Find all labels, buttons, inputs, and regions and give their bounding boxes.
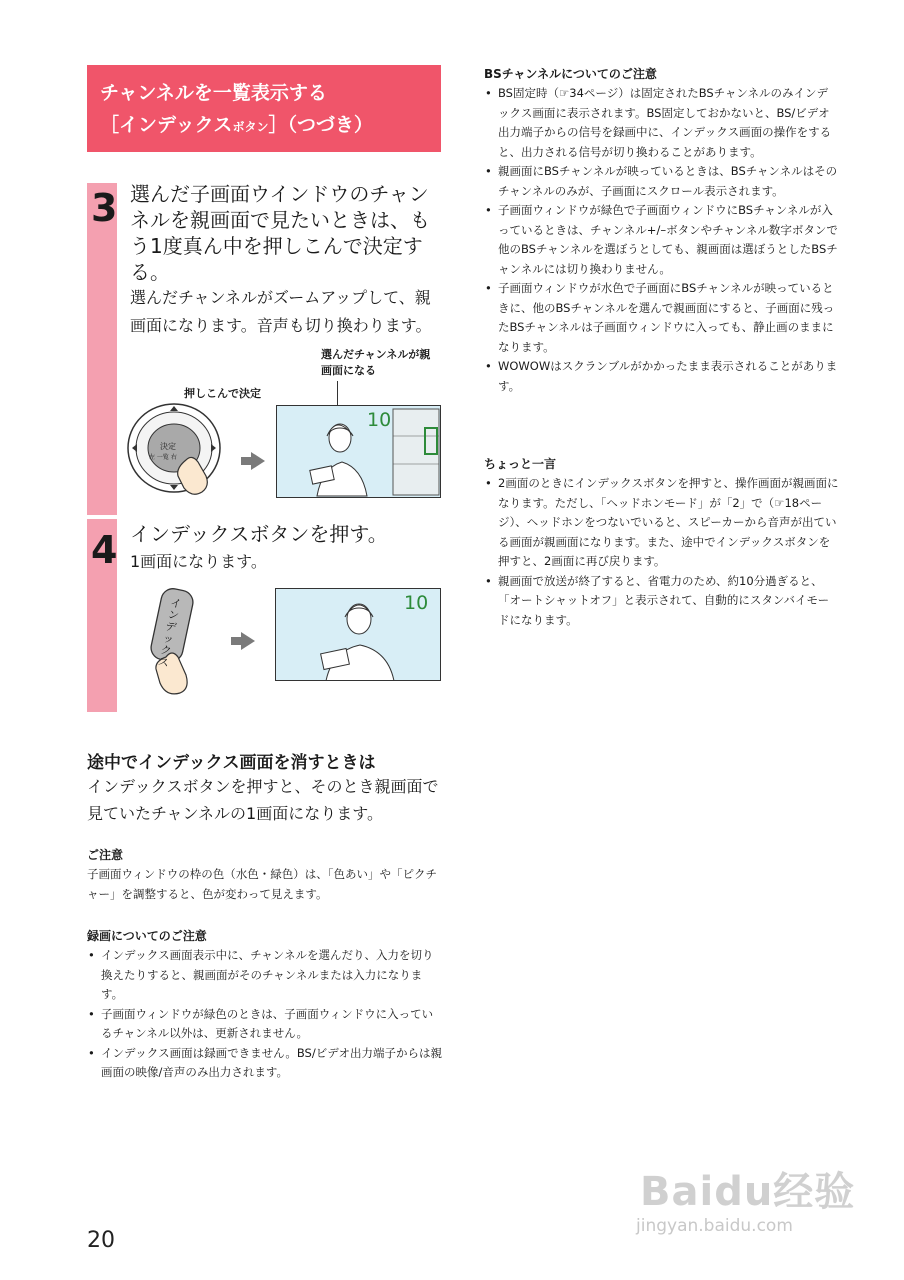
banner-title-line1: チャンネルを一覧表示する	[100, 82, 327, 104]
index-screen-illustration	[276, 405, 441, 498]
caution-heading: ご注意	[87, 848, 124, 862]
joystick-dial-illustration	[124, 398, 234, 498]
list-item: • 親画面で放送が終了すると、省電力のため、約10分過ぎると、「オートシャットオフ」と表示されて、自動的にスタンバイモードになります。	[484, 572, 839, 631]
arrow-right-icon	[241, 452, 265, 470]
recording-note-list	[87, 946, 442, 1083]
screen-channel-number: 10	[404, 592, 429, 614]
list-item: • インデックス画面は録画できません。BS/ビデオ出力端子からは親画面の映像/音声のみ出力されます。	[87, 1044, 442, 1083]
step3-number: 3	[91, 186, 118, 230]
callout-selected-channel: 選んだチャンネルが親画面になる	[321, 348, 431, 377]
bs-note-heading: BSチャンネルについてのご注意	[484, 67, 657, 81]
banner-title-line2: ［インデックスボタン］（つづき）	[100, 114, 373, 136]
step3-description: 選んだチャンネルがズームアップして、親画面になります。音声も切り換わります。	[130, 288, 432, 335]
callout-press-decide: 押しこんで決定	[184, 387, 261, 400]
list-item: • BS固定時（☞34ページ）は固定されたBSチャンネルのみインデックス画面に表示されます。BS固定しておかないと、BS/ビデオ出力端子からの信号を録画中に、インデックス画面の操作をすると、出力される信号が切り換わることがあります。	[484, 84, 839, 162]
baidu-watermark-url: jingyan.baidu.com	[636, 1216, 793, 1236]
step4-description: 1画面になります。	[130, 552, 267, 571]
screen-channel-number: 10	[367, 409, 392, 431]
page-number: 20	[87, 1228, 115, 1253]
list-item: • 2画面のときにインデックスボタンを押すと、操作画面が親画面になります。ただし、「ヘッドホンモード」が「2」で（☞18ページ）、ヘッドホンをつないでいると、スピーカーから音声が出ている画面が親画面になります。また、途中でインデックスボタンを押すと、2画面に再び戻ります。	[484, 474, 839, 572]
list-item: • 親画面にBSチャンネルが映っているときは、BSチャンネルはそのチャンネルのみが、子画面にスクロール表示されます。	[484, 162, 839, 201]
recording-note-heading: 録画についてのご注意	[87, 929, 207, 943]
step3-title: 選んだ子画面ウインドウのチャンネルを親画面で見たいときは、もう1度真ん中を押しこんで決定する。	[130, 182, 430, 284]
list-item: • 子画面ウィンドウが緑色で子画面ウィンドウにBSチャンネルが入っているときは、チャンネル+/–ボタンやチャンネル数字ボタンで他のBSチャンネルを選ぼうとしても、親画面は選ぼうとしたBSチャンネルには切り換わりません。	[484, 201, 839, 279]
list-item: • 子画面ウィンドウが緑色のときは、子画面ウィンドウに入っているチャンネル以外は、更新されません。	[87, 1005, 442, 1044]
dial-sub-label: 左 一覧 右	[149, 454, 177, 461]
baidu-watermark-logo: Baidu经验	[640, 1169, 856, 1215]
step3-bar	[87, 183, 117, 515]
section-banner	[87, 65, 441, 152]
bs-note-list	[484, 84, 839, 396]
list-item: • インデックス画面表示中に、チャンネルを選んだり、入力を切り換えたりすると、親画面がそのチャンネルまたは入力になります。	[87, 946, 442, 1005]
caution-body: 子画面ウィンドウの枠の色（水色・緑色）は、「色あい」や「ピクチャー」を調整すると、色が変わって見えます。	[87, 867, 438, 901]
single-screen-illustration	[275, 588, 441, 681]
hide-index-heading: 途中でインデックス画面を消すときは	[87, 753, 376, 773]
list-item: • 子画面ウィンドウが水色で子画面にBSチャンネルが映っているときに、他のBSチャンネルを選んで親画面にすると、子画面に残ったBSチャンネルは子画面ウィンドウに入っても、静止画のままになります。	[484, 279, 839, 357]
tip-heading: ちょっと一言	[484, 457, 557, 471]
step4-number: 4	[91, 528, 118, 572]
step4-title: インデックスボタンを押す。	[130, 522, 388, 546]
hide-index-body: インデックスボタンを押すと、そのとき親画面で見ていたチャンネルの1画面になります。	[87, 777, 439, 823]
list-item: • WOWOWはスクランブルがかかったまま表示されることがあります。	[484, 357, 839, 396]
tip-list	[484, 474, 839, 630]
presenter-figure-icon	[277, 406, 441, 498]
arrow-right-icon	[231, 632, 255, 650]
dial-center-label: 決定	[160, 442, 176, 451]
index-button-label: インデックス	[156, 596, 183, 670]
